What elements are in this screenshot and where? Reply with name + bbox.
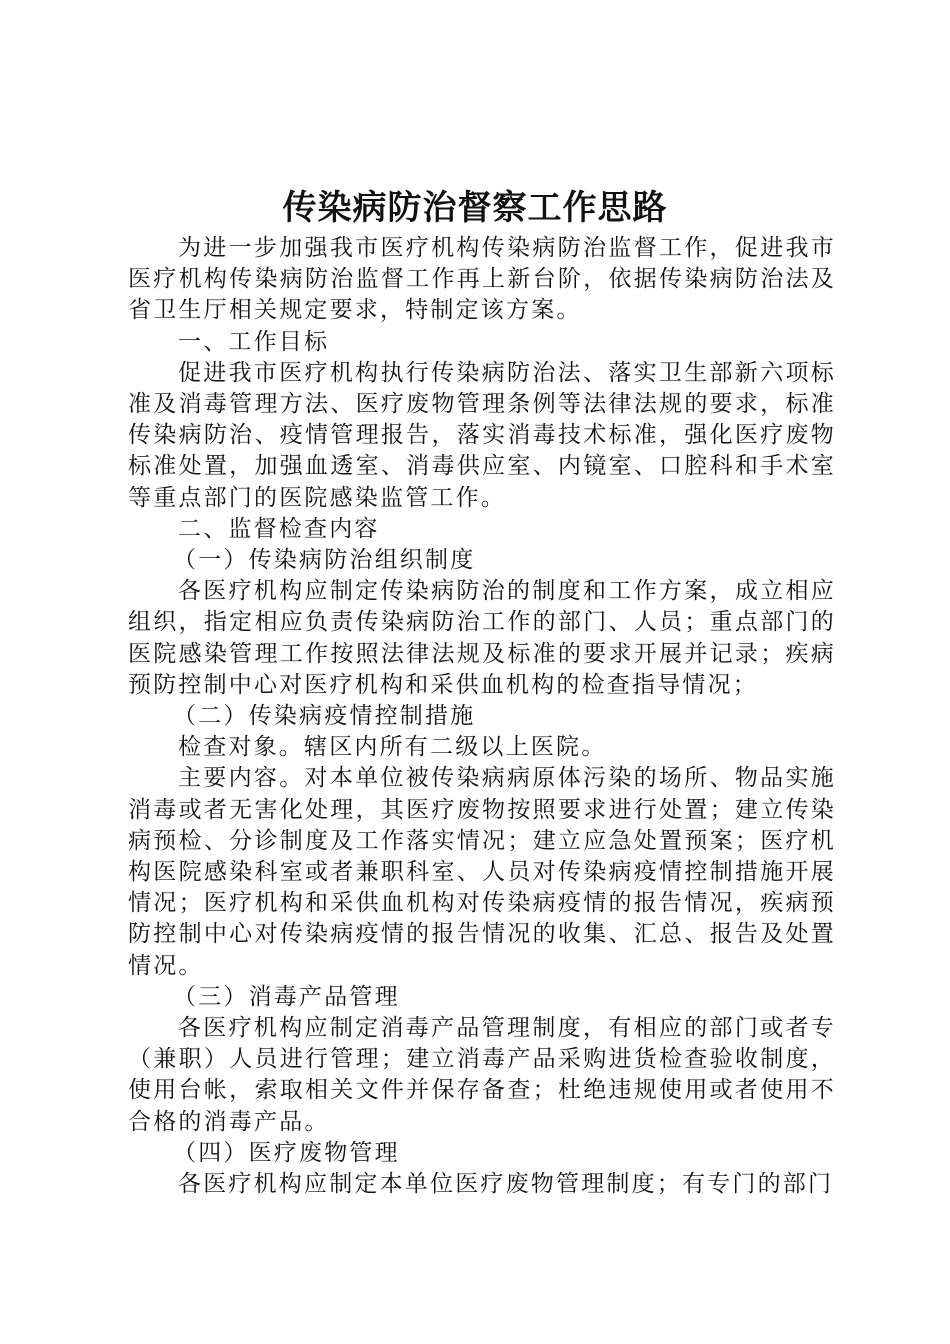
document-body (128, 233, 836, 1200)
section-heading-inspection: 二、监督检查内容 (178, 515, 380, 542)
intro-paragraph: 为进一步加强我市医疗机构传染病防治监督工作，促进我市医疗机构传染病防治监督工作再上新台阶，依据传染病防治法及省卫生厅相关规定要求，特制定该方案。 (128, 235, 836, 324)
medical-waste-paragraph: 各医疗机构应制定本单位医疗废物管理制度；有专门的部门 (178, 1171, 834, 1198)
main-content-paragraph: 主要内容。对本单位被传染病病原体污染的场所、物品实施消毒或者无害化处理，其医疗废物按照要求进行处置；建立传染病预检、分诊制度及工作落实情况；建立应急处置预案；医疗机构医院感染科室或者兼职科室、人员对传染病疫情控制措施开展情况；医疗机构和采供血机构对传染病疫情的报告情况，疾病预防控制中心对传染病疫情的报告情况的收集、汇总、报告及处置情况。 (128, 765, 836, 979)
disinfection-paragraph: 各医疗机构应制定消毒产品管理制度，有相应的部门或者专（兼职）人员进行管理；建立消毒产品采购进货检查验收制度，使用台帐，索取相关文件并保存备查；杜绝违规使用或者使用不合格的消毒产品。 (128, 1015, 836, 1135)
subheading-epidemic-control: （二）传染病疫情控制措施 (173, 703, 476, 730)
subheading-organization: （一）传染病防治组织制度 (173, 547, 476, 574)
subheading-medical-waste: （四）医疗废物管理 (173, 1139, 400, 1166)
document-title: 传染病防治督察工作思路 (282, 188, 668, 228)
goals-paragraph: 促进我市医疗机构执行传染病防治法、落实卫生部新六项标准及消毒管理方法、医疗废物管理条例等法律法规的要求，标准传染病防治、疫情管理报告，落实消毒技术标准，强化医疗废物标准处置，加强血透室、消毒供应室、内镜室、口腔科和手术室等重点部门的医院感染监管工作。 (128, 359, 836, 511)
section-heading-goals: 一、工作目标 (178, 328, 330, 355)
inspection-target-paragraph: 检查对象。辖区内所有二级以上医院。 (178, 734, 607, 761)
subheading-disinfection-products: （三）消毒产品管理 (173, 983, 400, 1010)
organization-paragraph: 各医疗机构应制定传染病防治的制度和工作方案，成立相应组织，指定相应负责传染病防治工作的部门、人员；重点部门的医院感染管理工作按照法律法规及标准的要求开展并记录；疾病预防控制中心对医疗机构和采供血机构的检查指导情况； (128, 578, 836, 698)
